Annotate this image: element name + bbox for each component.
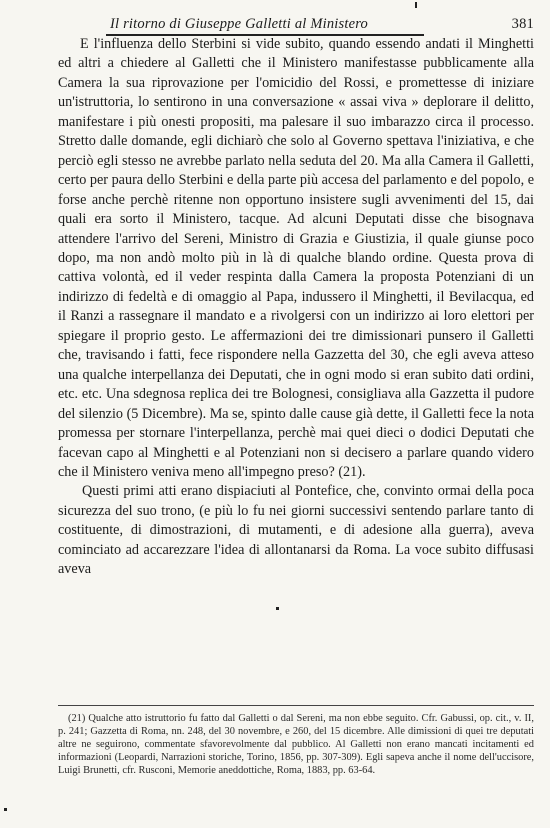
running-title: Il ritorno di Giuseppe Galletti al Ministero xyxy=(110,16,368,32)
paragraph: E l'influenza dello Sterbini si vide subito, quando essendo andati il Minghetti ed altri a chiedere al Galletti che il Ministero manifestasse pubblicamente alla Camera la sua riprovazione per l'omicidio del Rossi, e promettesse di iniziare un'istruttoria, lo sentirono in una conversazione « assai viva » deplorare il delitto, manifestare i più onesti propositi, ma palesare il suo imbarazzo circa il processo. Stretto dalle domande, egli dichiarò che solo al Governo spettava l'iniziativa, e che perciò egli stesso ne avrebbe parlato nella seduta del 20. Ma alla Camera il Galletti, certo per paura dello Sterbini e della parte più accesa del parlamento e del popolo, e forse anche perchè ritenne non opportuno insistere sugli avvenimenti del 15, dai quali era sorto il Ministero, tacque. Ad alcuni Deputati disse che bisognava attendere l'arrivo del Sereni, Ministro di Grazia e Giustizia, il quale giunse poco dopo, ma non andò molto più in là di qualche blando ordine. Questa prova di cattiva volontà, ed il veder respinta dalla Camera la proposta Potenziani di un indirizzo di fedeltà e di omaggio al Papa, indussero il Minghetti, il Bevilacqua, ed il Ranzi a rassegnare il mandato e a rivolgersi con un indirizzo ai loro elettori per spiegare il proprio gesto. Le affermazioni dei tre dimissionari punsero il Galletti che, travisando i fatti, fece rispondere nella Gazzetta del 30, che egli aveva atteso una qualche interpellanza dei Deputati, che in ogni modo si eran subito dati ordini, etc. etc. Una sdegnosa replica dei tre Bolognesi, consigliava alla Gazzetta il pudore del silenzio (5 Dicembre). Ma se, spinto dalle cause già dette, il Galletti fece la nota promessa per stornare l'interpellanza, perchè mai quei dieci o dodici Deputati che facevan capo al Minghetti e al Potenziani non si decisero a parlare quando videro che il Ministero veniva meno all'impegno preso? (21). xyxy=(58,36,534,480)
footnote xyxy=(58,712,534,777)
body-text xyxy=(58,35,534,580)
print-speck xyxy=(415,2,417,8)
page-number: 381 xyxy=(511,16,534,32)
paragraph: Questi primi atti erano dispiaciuti al Pontefice, che, convinto ormai della poca sicurezza del suo trono, (e più lo fu nei giorni successivi sentendo parlare tanto di costituente, di dimostrazioni, di mutamenti, e di adesione alla guerra), aveva cominciato ad accarezzare l'idea di allontanarsi da Roma. La voce subito diffusasi aveva xyxy=(58,483,534,578)
print-speck xyxy=(276,607,279,610)
footnote-rule xyxy=(58,705,534,706)
footnote-text: (21) Qualche atto istruttorio fu fatto dal Galletti o dal Sereni, ma non ebbe seguito. Cfr. Gabussi, op. cit., v. II, p. 241; Gazzetta di Roma, nn. 248, del 30 novembre, e 260, del 15 dicembre. Alle dimissioni di quei tre deputati altre ne seguirono, commentate sfavorevolmente dal pubblico. Al Galletti non erano mancati incitamenti ed informazioni (Leopardi, Narrazioni storiche, Torino, 1856, pp. 307-309). Egli sapeva anche il nome dell'uccisore, Luigi Brunetti, cfr. Rusconi, Memorie aneddottiche, Roma, 1883, pp. 63-64. xyxy=(58,713,534,776)
running-header xyxy=(104,14,534,36)
print-speck xyxy=(4,808,7,811)
